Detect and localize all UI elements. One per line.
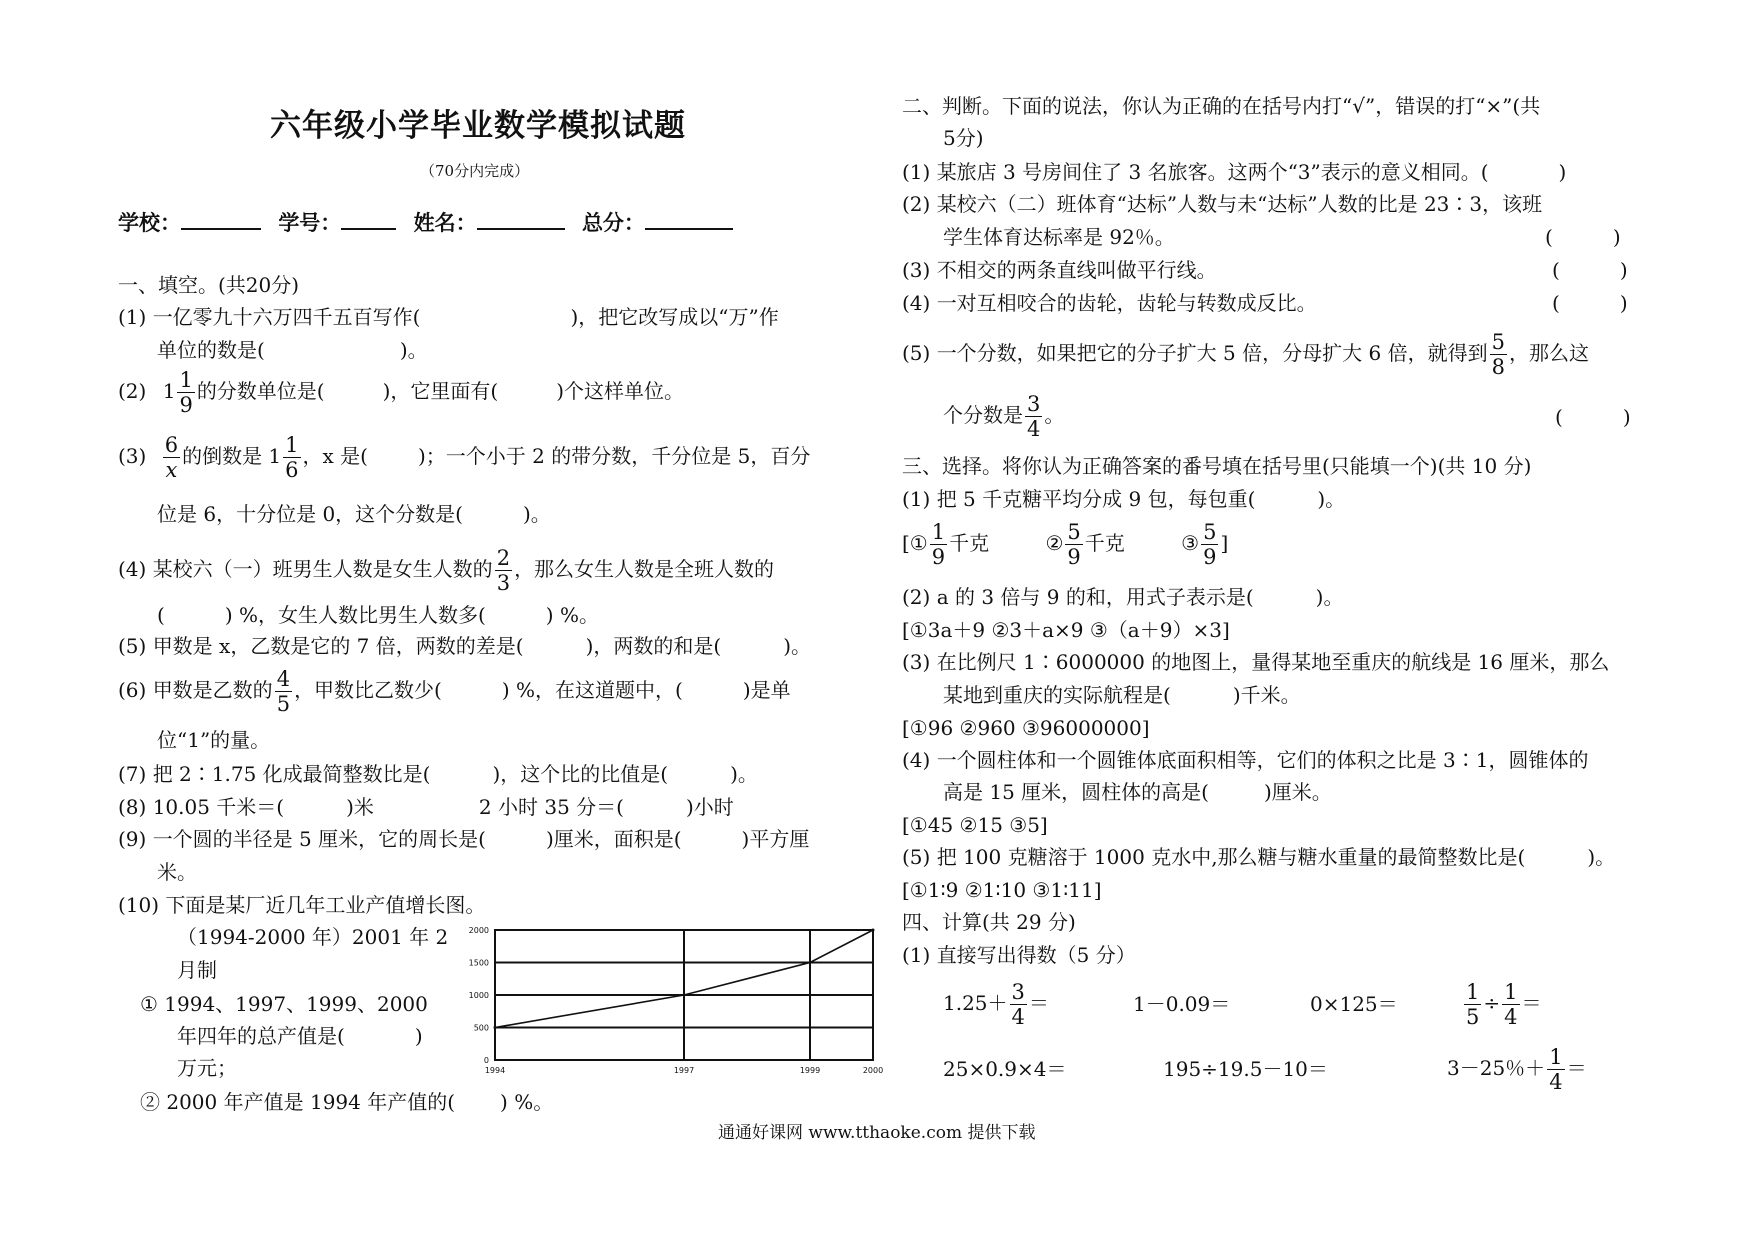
section3-heading: 三、选择。将你认为正确答案的番号填在括号里(只能填一个)(共 10 分) <box>902 454 1532 478</box>
chart-data-point <box>494 1026 497 1029</box>
q2-text-c: )个这样单位。 <box>556 379 685 403</box>
q6-line2: 位“1”的量。 <box>157 728 271 752</box>
calc-5: 25×0.9×4＝ <box>943 1057 1067 1081</box>
q9-text-b: )厘米，面积是( <box>545 827 682 851</box>
judge-3-answer[interactable]: ( ) <box>1552 258 1628 282</box>
calc-7-fraction: $\frac{1}{4}$ <box>1549 1045 1563 1094</box>
choice-4-line2 <box>943 780 1332 804</box>
judge-1-close: ) <box>1558 160 1567 184</box>
production-growth-chart <box>455 920 885 1082</box>
q7-line <box>118 762 758 786</box>
q3-text-c: )；一个小于 2 的带分数，千分位是 5，百分 <box>418 444 811 468</box>
q10-sub1-line3: 万元； <box>177 1056 237 1080</box>
q1-text-b: )，把它改写成以“万”作 <box>570 305 779 329</box>
score-label: 总分： <box>581 210 645 235</box>
q2-fraction: $\frac{1}{9}$ <box>179 368 193 417</box>
calc-7-text: 3－25％＋ <box>1447 1056 1546 1080</box>
choice-3-line2 <box>943 683 1301 707</box>
q5-text-c: )。 <box>783 634 811 658</box>
choice-4-close: )厘米。 <box>1263 780 1332 804</box>
judge-1 <box>902 160 1566 184</box>
chart-x-tick-label: 1994 <box>484 1066 506 1075</box>
q4-fraction: $\frac{2}{3}$ <box>496 546 511 595</box>
q10-sub2-text: ② 2000 年产值是 1994 年产值的( <box>140 1090 456 1114</box>
q2-whole: 1 <box>162 379 176 403</box>
q3-text-a: 的倒数是 1 <box>182 444 282 468</box>
q8-text-b: )米 <box>346 795 374 819</box>
q10-caption-2: 月制 <box>177 958 217 982</box>
chart-x-tick-label: 1997 <box>673 1066 695 1075</box>
choice-1-option-2-fraction: $\frac{5}{9}$ <box>1067 520 1081 569</box>
calc-1 <box>943 980 1049 1029</box>
q2-text-b: )，它里面有( <box>382 379 499 403</box>
q1-text-a: (1) 一亿零九十六万四千五百写作( <box>118 305 421 329</box>
q10-heading: (10) 下面是某厂近几年工业产值增长图。 <box>118 893 486 917</box>
choice-5-text: (5) 把 100 克糖溶于 1000 克水中,那么糖与糖水重量的最简整数比是( <box>902 845 1526 869</box>
section2-heading-2: 5分) <box>943 126 984 150</box>
q8-text-c: 2 小时 35 分＝( <box>478 795 624 819</box>
q5-text-a: (5) 甲数是 x，乙数是它的 7 倍，两数的差是( <box>118 634 524 658</box>
choice-3-text: 某地到重庆的实际航程是( <box>943 683 1171 707</box>
choice-2-text: (2) a 的 3 倍与 9 的和，用式子表示是( <box>902 585 1254 609</box>
judge-1-text: (1) 某旅店 3 号房间住了 3 名旅客。这两个“3”表示的意义相同。( <box>902 160 1489 184</box>
q10-caption-1: （1994-2000 年）2001 年 2 <box>177 925 449 949</box>
q1-line2 <box>157 338 428 362</box>
judge-2-line2: 学生体育达标率是 92％。 <box>943 225 1175 249</box>
calc-7-equals: ＝ <box>1566 1056 1587 1080</box>
choice-1-option-2-label: ② <box>1045 531 1064 555</box>
q10-sub1-text: 年四年的总产值是( <box>177 1024 345 1048</box>
judge-5-fraction-2: $\frac{3}{4}$ <box>1027 392 1041 441</box>
q3-text-b: ，x 是( <box>302 444 368 468</box>
choice-1-options <box>902 520 1228 569</box>
q8-text-a: (8) 10.05 千米＝( <box>118 795 285 819</box>
section2-heading: 二、判断。下面的说法，你认为正确的在括号内打“√”，错误的打“×”(共 <box>902 94 1541 118</box>
school-field[interactable] <box>181 208 261 230</box>
judge-5-text-d: 。 <box>1044 403 1065 427</box>
judge-2-answer[interactable]: ( ) <box>1545 225 1621 249</box>
q6-text-b: ，甲数比乙数少( <box>294 678 442 702</box>
judge-5-text-b: ，那么这 <box>1508 341 1589 365</box>
chart-x-tick-label: 1999 <box>799 1066 821 1075</box>
q9-line1 <box>118 827 809 851</box>
choice-4-options: [①45 ②15 ③5] <box>902 813 1048 837</box>
q7-text-c: )。 <box>730 762 758 786</box>
q3-line1 <box>118 433 810 482</box>
q4-line2 <box>157 603 599 627</box>
name-field[interactable] <box>477 208 565 230</box>
chart-data-point <box>683 994 686 997</box>
score-field[interactable] <box>645 208 733 230</box>
calc-subheading: (1) 直接写出得数（5 分） <box>902 943 1136 967</box>
choice-2 <box>902 585 1343 609</box>
q2-line <box>118 368 684 417</box>
chart-x-tick-label: 2000 <box>862 1066 884 1075</box>
page-subtitle: （70分内完成） <box>420 162 530 180</box>
q4-text-e: ) %。 <box>545 603 599 627</box>
q10-sub2-line <box>140 1090 553 1114</box>
choice-1-option-3-fraction: $\frac{5}{9}$ <box>1203 520 1217 569</box>
judge-5-line2 <box>943 392 1064 441</box>
q8-text-d: )小时 <box>685 795 734 819</box>
choice-1-close: )。 <box>1317 487 1346 511</box>
calc-4-equals: ＝ <box>1521 991 1542 1015</box>
student-info-row <box>118 207 733 237</box>
calc-4-operator: ÷ <box>1483 991 1501 1015</box>
chart-y-tick-label: 1000 <box>468 991 489 1000</box>
q6-fraction: $\frac{4}{5}$ <box>276 667 291 716</box>
choice-3-line1: (3) 在比例尺 1∶6000000 的地图上，量得某地至重庆的航线是 16 厘米，那么 <box>902 650 1610 674</box>
school-label: 学校： <box>118 210 181 235</box>
choice-1-option-3-close: ] <box>1220 531 1229 555</box>
q1-text-c: 单位的数是( <box>157 338 265 362</box>
q5-text-b: )，两数的和是( <box>585 634 722 658</box>
choice-4-text: 高是 15 厘米，圆柱体的高是( <box>943 780 1209 804</box>
chart-y-tick-label: 500 <box>473 1023 489 1033</box>
choice-3-close: )千米。 <box>1232 683 1301 707</box>
choice-1-option-1-unit: 千克 <box>949 531 990 555</box>
q1-line1 <box>118 305 779 329</box>
name-label: 姓名： <box>413 210 477 235</box>
judge-5-answer[interactable]: ( ) <box>1555 405 1631 429</box>
chart-y-tick-label: 1500 <box>468 958 489 968</box>
calc-1-fraction: $\frac{3}{4}$ <box>1011 980 1025 1029</box>
chart-data-point <box>809 961 812 964</box>
q3-text-d: 位是 6，十分位是 0，这个分数是( <box>157 502 463 526</box>
chart-data-point <box>872 929 875 932</box>
q10-sub1-close: ) <box>414 1024 423 1048</box>
footer-credit: 通通好课网 www.tthaoke.com 提供下载 <box>718 1123 1036 1143</box>
q4-text-c: ( <box>157 603 165 627</box>
q6-line1 <box>118 667 791 716</box>
choice-1-option-3-label: ③ <box>1181 531 1200 555</box>
calc-6: 195÷19.5－10＝ <box>1163 1057 1328 1081</box>
q10-sub1-line2 <box>177 1024 423 1048</box>
q9-text-a: (9) 一个圆的半径是 5 厘米，它的周长是( <box>118 827 486 851</box>
q4-text-b: ，那么女生人数是全班人数的 <box>514 557 775 581</box>
calc-2: 1－0.09＝ <box>1133 992 1231 1016</box>
calc-4 <box>1462 980 1542 1029</box>
judge-5-line1 <box>902 330 1589 379</box>
judge-3: (3) 不相交的两条直线叫做平行线。 <box>902 258 1217 282</box>
choice-1-option-1-label: [① <box>902 531 928 555</box>
q9-text-c: )平方厘 <box>741 827 810 851</box>
judge-5-text-c: 个分数是 <box>943 403 1023 427</box>
q7-text-b: )，这个比的比值是( <box>492 762 669 786</box>
choice-4-line1: (4) 一个圆柱体和一个圆锥体底面积相等，它们的体积之比是 3∶1，圆锥体的 <box>902 748 1589 772</box>
q3-line2 <box>157 502 551 526</box>
calc-3: 0×125＝ <box>1310 992 1398 1016</box>
q1-text-d: )。 <box>399 338 428 362</box>
q8-line <box>118 795 734 819</box>
q3-fraction: $\frac{6}{x}$ <box>164 433 179 482</box>
judge-5-fraction: $\frac{5}{8}$ <box>1491 330 1505 379</box>
q10-sub1-line1: ① 1994、1997、1999、2000 <box>140 992 428 1016</box>
choice-1-option-1-fraction: $\frac{1}{9}$ <box>931 520 946 569</box>
choice-1-text: (1) 把 5 千克糖平均分成 9 包，每包重( <box>902 487 1256 511</box>
judge-5-text-a: (5) 一个分数，如果把它的分子扩大 5 倍，分母扩大 6 倍，就得到 <box>902 341 1488 365</box>
judge-2-line1: (2) 某校六（二）班体育“达标”人数与未“达标”人数的比是 23∶3，该班 <box>902 192 1543 216</box>
calc-1-text: 1.25＋ <box>943 991 1008 1015</box>
chart-y-tick-label: 0 <box>483 1056 489 1065</box>
student-no-field[interactable] <box>341 208 396 230</box>
q4-text-d: ) %，女生人数比男生人数多( <box>224 603 486 627</box>
q2-number: (2) <box>118 379 147 403</box>
q4-text-a: (4) 某校六（一）班男生人数是女生人数的 <box>118 557 493 581</box>
choice-5 <box>902 845 1615 869</box>
page-title: 六年级小学毕业数学模拟试题 <box>270 108 686 144</box>
choice-1-option-2-unit: 千克 <box>1084 531 1125 555</box>
q2-text-a: 的分数单位是( <box>196 379 325 403</box>
q3-fraction-2: $\frac{1}{6}$ <box>285 433 299 482</box>
chart-y-tick-label: 2000 <box>468 926 489 935</box>
q10-sub2-close: ) %。 <box>500 1090 554 1114</box>
choice-5-close: )。 <box>1587 845 1616 869</box>
calc-4-fraction-2: $\frac{1}{4}$ <box>1504 980 1518 1029</box>
q3-number: (3) <box>118 444 147 468</box>
section1-heading: 一、填空。(共20分) <box>118 273 300 297</box>
choice-5-options: [①1∶9 ②1∶10 ③1∶11] <box>902 878 1102 902</box>
q9-line2: 米。 <box>157 860 197 884</box>
student-no-label: 学号： <box>278 210 342 235</box>
choice-1 <box>902 487 1345 511</box>
section4-heading: 四、计算(共 29 分) <box>902 910 1076 934</box>
calc-1-equals: ＝ <box>1028 991 1049 1015</box>
q6-text-d: )是单 <box>742 678 791 702</box>
calc-4-fraction-1: $\frac{1}{5}$ <box>1466 980 1480 1029</box>
q3-text-e: )。 <box>522 502 551 526</box>
choice-2-options: [①3a＋9 ②3＋a×9 ③（a＋9）×3] <box>902 618 1230 642</box>
calc-7 <box>1447 1045 1587 1094</box>
choice-3-options: [①96 ②960 ③96000000] <box>902 716 1150 740</box>
q4-line1 <box>118 546 774 595</box>
q6-text-a: (6) 甲数是乙数的 <box>118 678 273 702</box>
q6-text-c: ) %，在这道题中，( <box>501 678 683 702</box>
judge-4-answer[interactable]: ( ) <box>1552 291 1628 315</box>
judge-4: (4) 一对互相咬合的齿轮，齿轮与转数成反比。 <box>902 291 1317 315</box>
q5-line <box>118 634 811 658</box>
q7-text-a: (7) 把 2∶1.75 化成最简整数比是( <box>118 762 431 786</box>
choice-2-close: )。 <box>1315 585 1344 609</box>
